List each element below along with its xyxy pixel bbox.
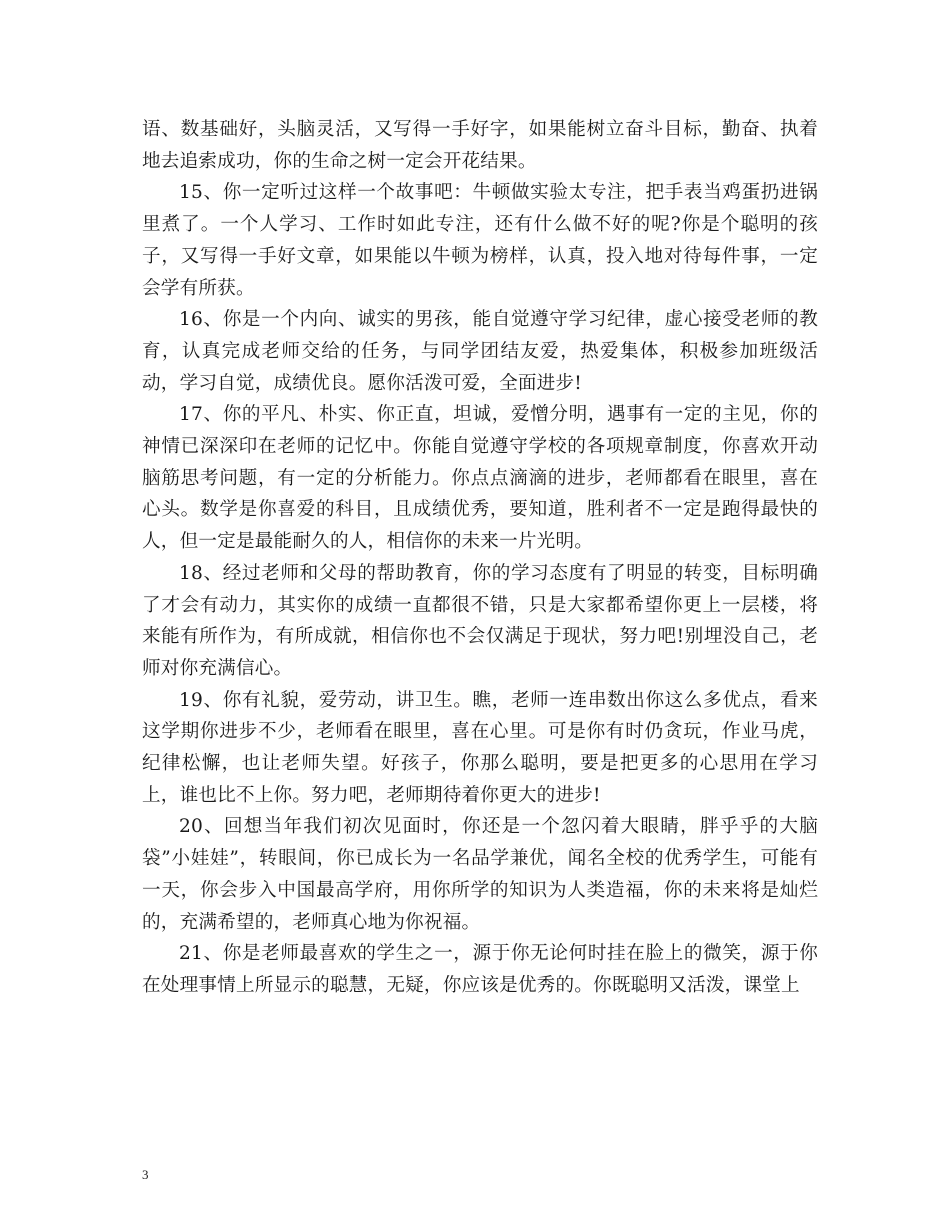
paragraph-item-20: 20、回想当年我们初次见面时，你还是一个忽闪着大眼睛，胖乎乎的大脑袋”小娃娃”，转眼间，你已成长为一名品学兼优，闻名全校的优秀学生，可能有一天，你会步入中国最高学府，用你所学的知识为人类造福，你的未来将是灿烂的，充满希望的，老师真心地为你祝福。: [142, 816, 818, 933]
paragraph-item-16: 16、你是一个内向、诚实的男孩，能自觉遵守学习纪律，虚心接受老师的教育，认真完成老师交给的任务，与同学团结友爱，热爱集体，积极参加班级活动，学习自觉，成绩优良。愿你活泼可爱，全面进步!: [142, 309, 818, 394]
page-number: 3: [142, 1167, 149, 1182]
paragraph-item-15: 15、你一定听过这样一个故事吧：牛顿做实验太专注，把手表当鸡蛋扔进锅里煮了。一个人学习、工作时如此专注，还有什么做不好的呢?你是个聪明的孩子，又写得一手好文章，如果能以牛顿为榜样，认真，投入地对待每件事，一定会学有所获。: [142, 182, 818, 299]
paragraph-item-17: 17、你的平凡、朴实、你正直，坦诚，爱憎分明，遇事有一定的主见，你的神情已深深印在老师的记忆中。你能自觉遵守学校的各项规章制度，你喜欢开动脑筋思考问题，有一定的分析能力。你点点滴滴的进步，老师都看在眼里，喜在心头。数学是你喜爱的科目，且成绩优秀，要知道，胜利者不一定是跑得最快的人，但一定是最能耐久的人，相信你的未来一片光明。: [142, 404, 818, 553]
paragraph-item-19: 19、你有礼貌，爱劳动，讲卫生。瞧，老师一连串数出你这么多优点，看来这学期你进步不少，老师看在眼里，喜在心里。可是你有时仍贪玩，作业马虎，纪律松懈，也让老师失望。好孩子，你那么聪明，要是把更多的心思用在学习上，谁也比不上你。努力吧，老师期待着你更大的进步!: [142, 689, 818, 806]
paragraph-item-18: 18、经过老师和父母的帮助教育，你的学习态度有了明显的转变，目标明确了才会有动力，其实你的成绩一直都很不错，只是大家都希望你更上一层楼，将来能有所作为，有所成就，相信你也不会仅满足于现状，努力吧!别埋没自己，老师对你充满信心。: [142, 562, 818, 679]
paragraph-continuation: 语、数基础好，头脑灵活，又写得一手好字，如果能树立奋斗目标，勤奋、执着地去追索成功，你的生命之树一定会开花结果。: [142, 119, 818, 172]
paragraph-item-21: 21、你是老师最喜欢的学生之一，源于你无论何时挂在脸上的微笑，源于你在处理事情上所显示的聪慧，无疑，你应该是优秀的。你既聪明又活泼，课堂上: [142, 943, 818, 996]
document-body: [142, 114, 818, 1002]
